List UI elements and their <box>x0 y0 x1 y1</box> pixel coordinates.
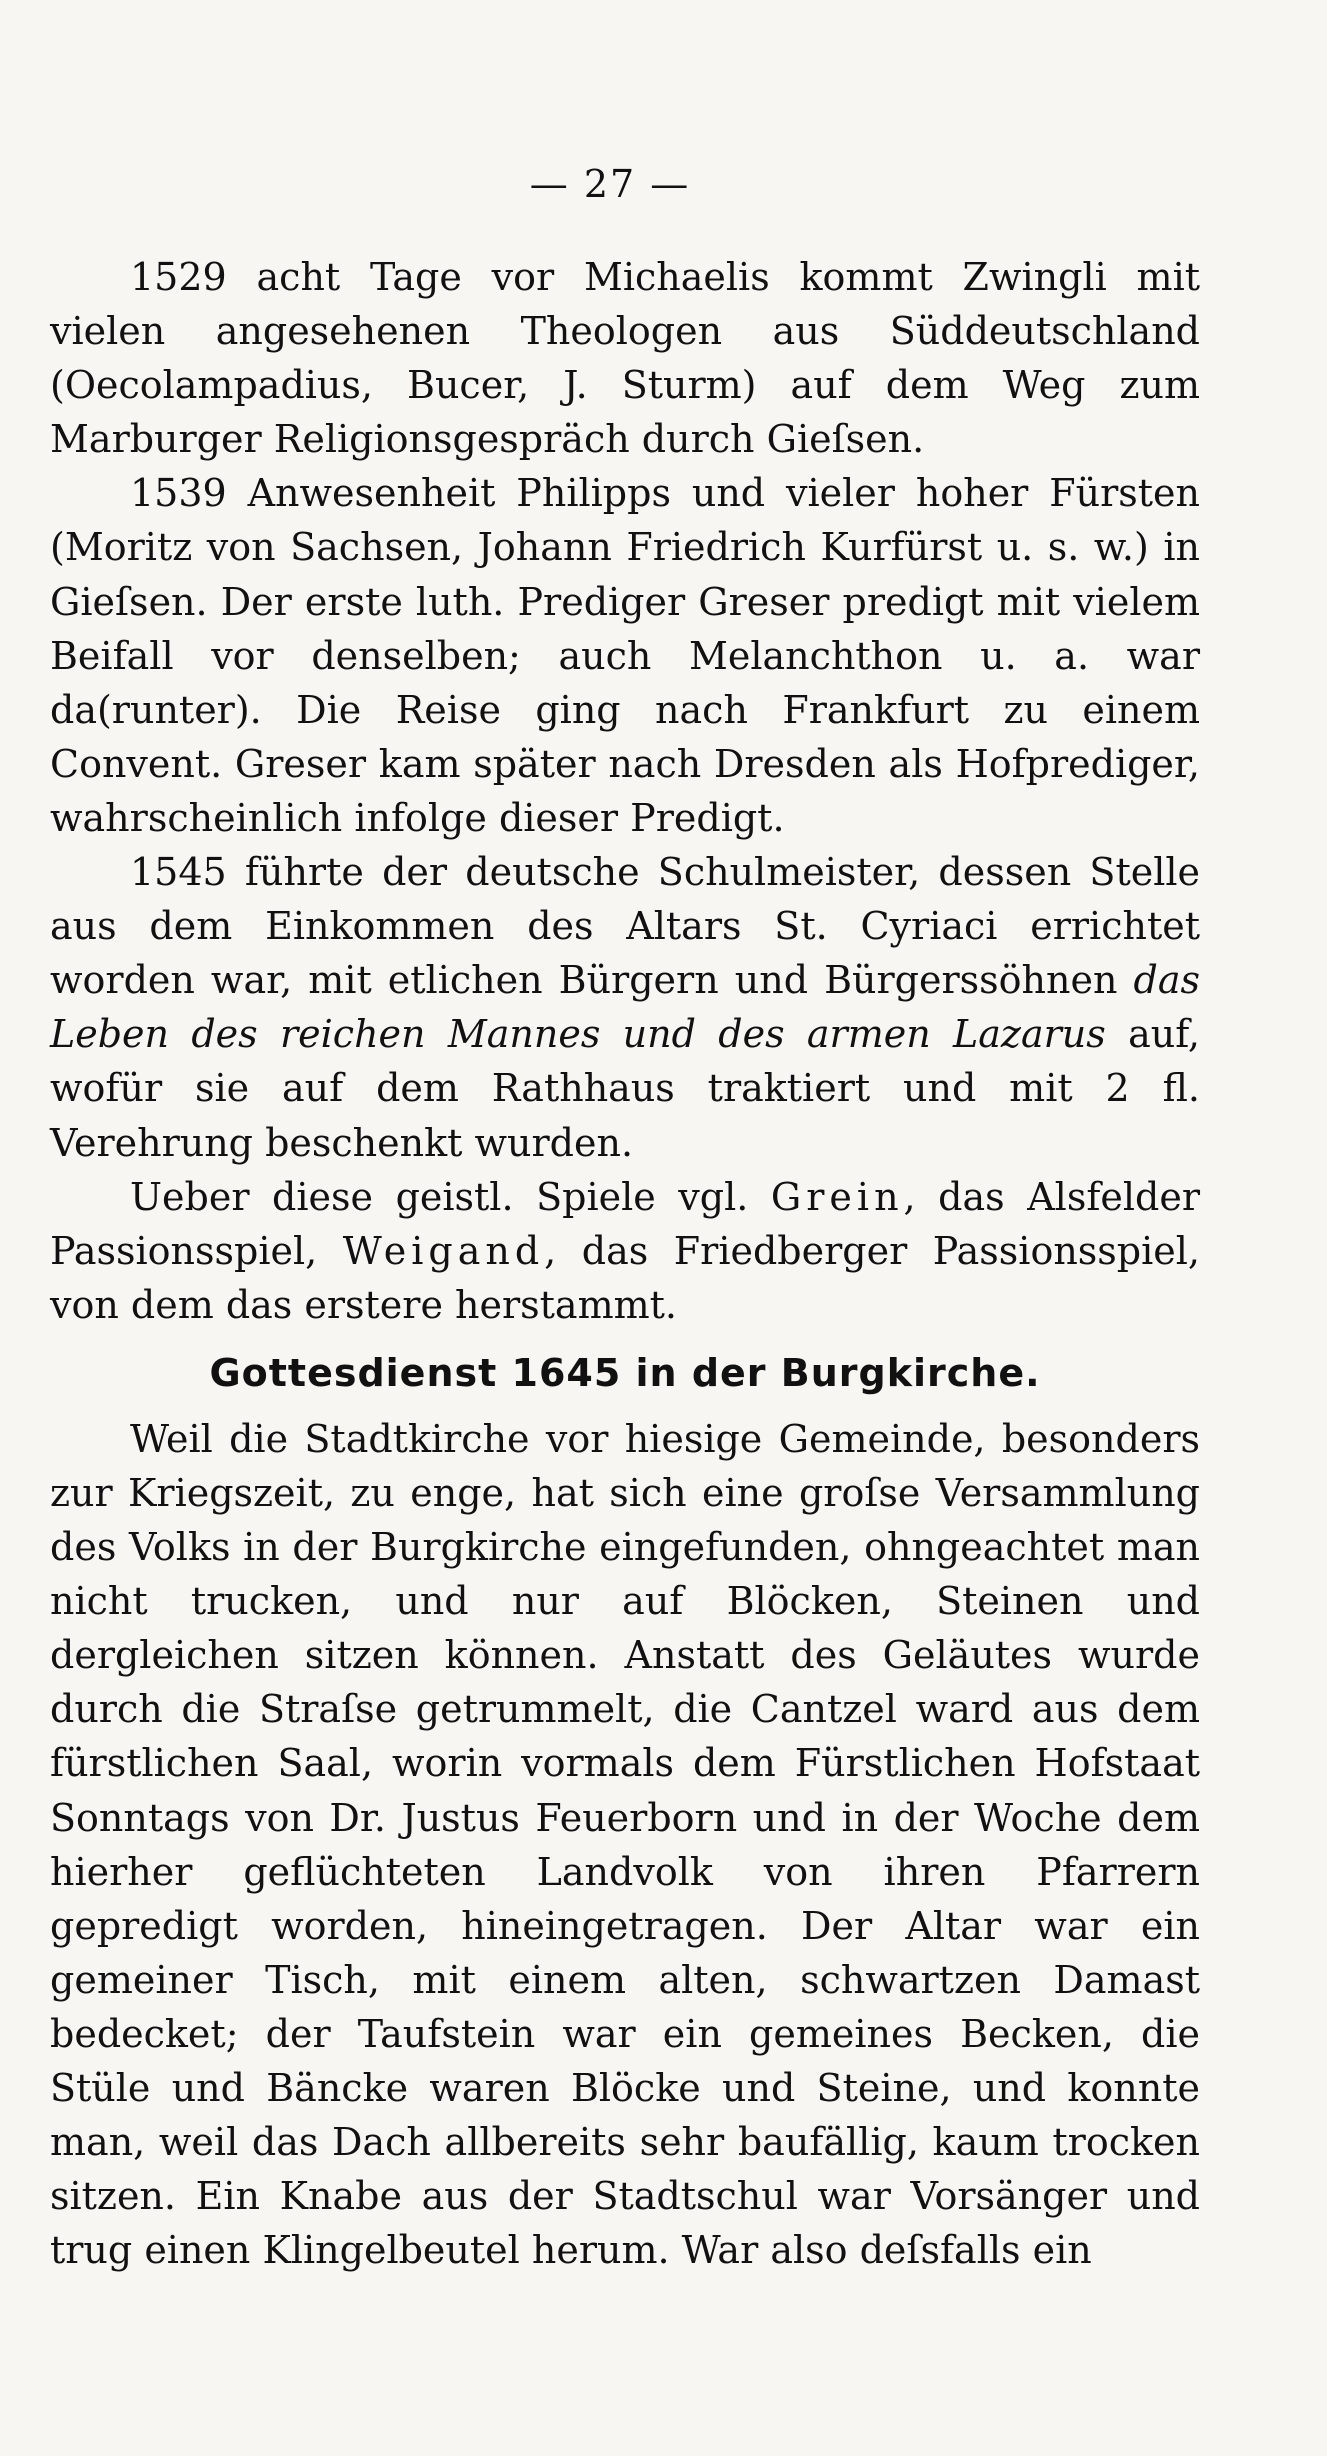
author-weigand: Weigand <box>342 1228 545 1273</box>
paragraph-gottesdienst: Weil die Stadtkirche vor hiesige Gemeinde, besonders zur Kriegszeit, zu enge, hat sich eine groſse Versammlung des Volks in der Burgkirche eingefunden, ohngeachtet man nicht trucken, und nur auf Blöcken, Steinen und dergleichen sitzen können. Anstatt des Geläutes wurde durch die Straſse getrummelt, die Cantzel ward aus dem fürstlichen Saal, worin vormals dem Fürstlichen Hofstaat Sonntags von Dr. Justus Feuerborn und in der Woche dem hierher geflüchteten Landvolk von ihren Pfarrern gepredigt worden, hineingetragen. Der Altar war ein gemeiner Tisch, mit einem alten, schwartzen Damast bedecket; der Taufstein war ein gemeines Becken, die Stüle und Bäncke waren Blöcke und Steine, und konnte man, weil das Dach allbereits sehr baufällig, kaum trocken sitzen. Ein Knabe aus der Stadtschul war Vorsänger und trug einen Klingelbeutel herum. War also deſsfalls ein <box>50 1416 1200 2273</box>
section-heading: Gottesdienst 1645 in der Burgkirche. <box>209 1350 1041 1395</box>
note-text-b: , das Alsfelder Passionsspiel, <box>50 1174 1201 1273</box>
note-text-c: , das Friedberger Passionsspiel, von dem das erstere herstammt. <box>50 1228 1200 1327</box>
page-number: — 27 — <box>529 162 691 206</box>
author-grein: Grein <box>770 1174 904 1219</box>
play-title-italic: das Leben des reichen Mannes und des armen Lazarus <box>50 958 1200 1057</box>
paragraph-1529: 1529 acht Tage vor Michaelis kommt Zwingli mit vielen angesehenen Theologen aus Süddeutschland (Oecolampadius, Bucer, J. Sturm) auf dem Weg zum Marburger Religionsgespräch durch Gieſsen. <box>50 255 1200 462</box>
paragraph-1539: 1539 Anwesenheit Philipps und vieler hoher Fürsten (Moritz von Sachsen, Johann Friedrich Kurfürst u. s. w.) in Gieſsen. Der erste luth. Prediger Greser predigt mit vielem Beifall vor denselben; auch Melanchthon u. a. war da(runter). Die Reise ging nach Frankfurt zu einem Convent. Greser kam später nach Dresden als Hofprediger, wahrscheinlich infolge dieser Predigt. <box>50 471 1200 840</box>
page-body <box>50 250 1200 2277</box>
paragraph-1545-text-end: auf, wofür sie auf dem Rathhaus traktiert und mit 2 fl. Verehrung beschenkt wurden. <box>50 1012 1200 1165</box>
paragraph-spiele-note <box>50 1170 1200 1332</box>
paragraph-1545-text-start: 1545 führte der deutsche Schulmeister, dessen Stelle aus dem Einkommen des Altars St. Cyriaci errichtet worden war, mit etlichen Bürgern und Bürgerssöhnen <box>50 850 1200 1003</box>
paragraph-1545 <box>50 845 1200 1170</box>
note-text-a: Ueber diese geistl. Spiele vgl. <box>130 1174 771 1219</box>
